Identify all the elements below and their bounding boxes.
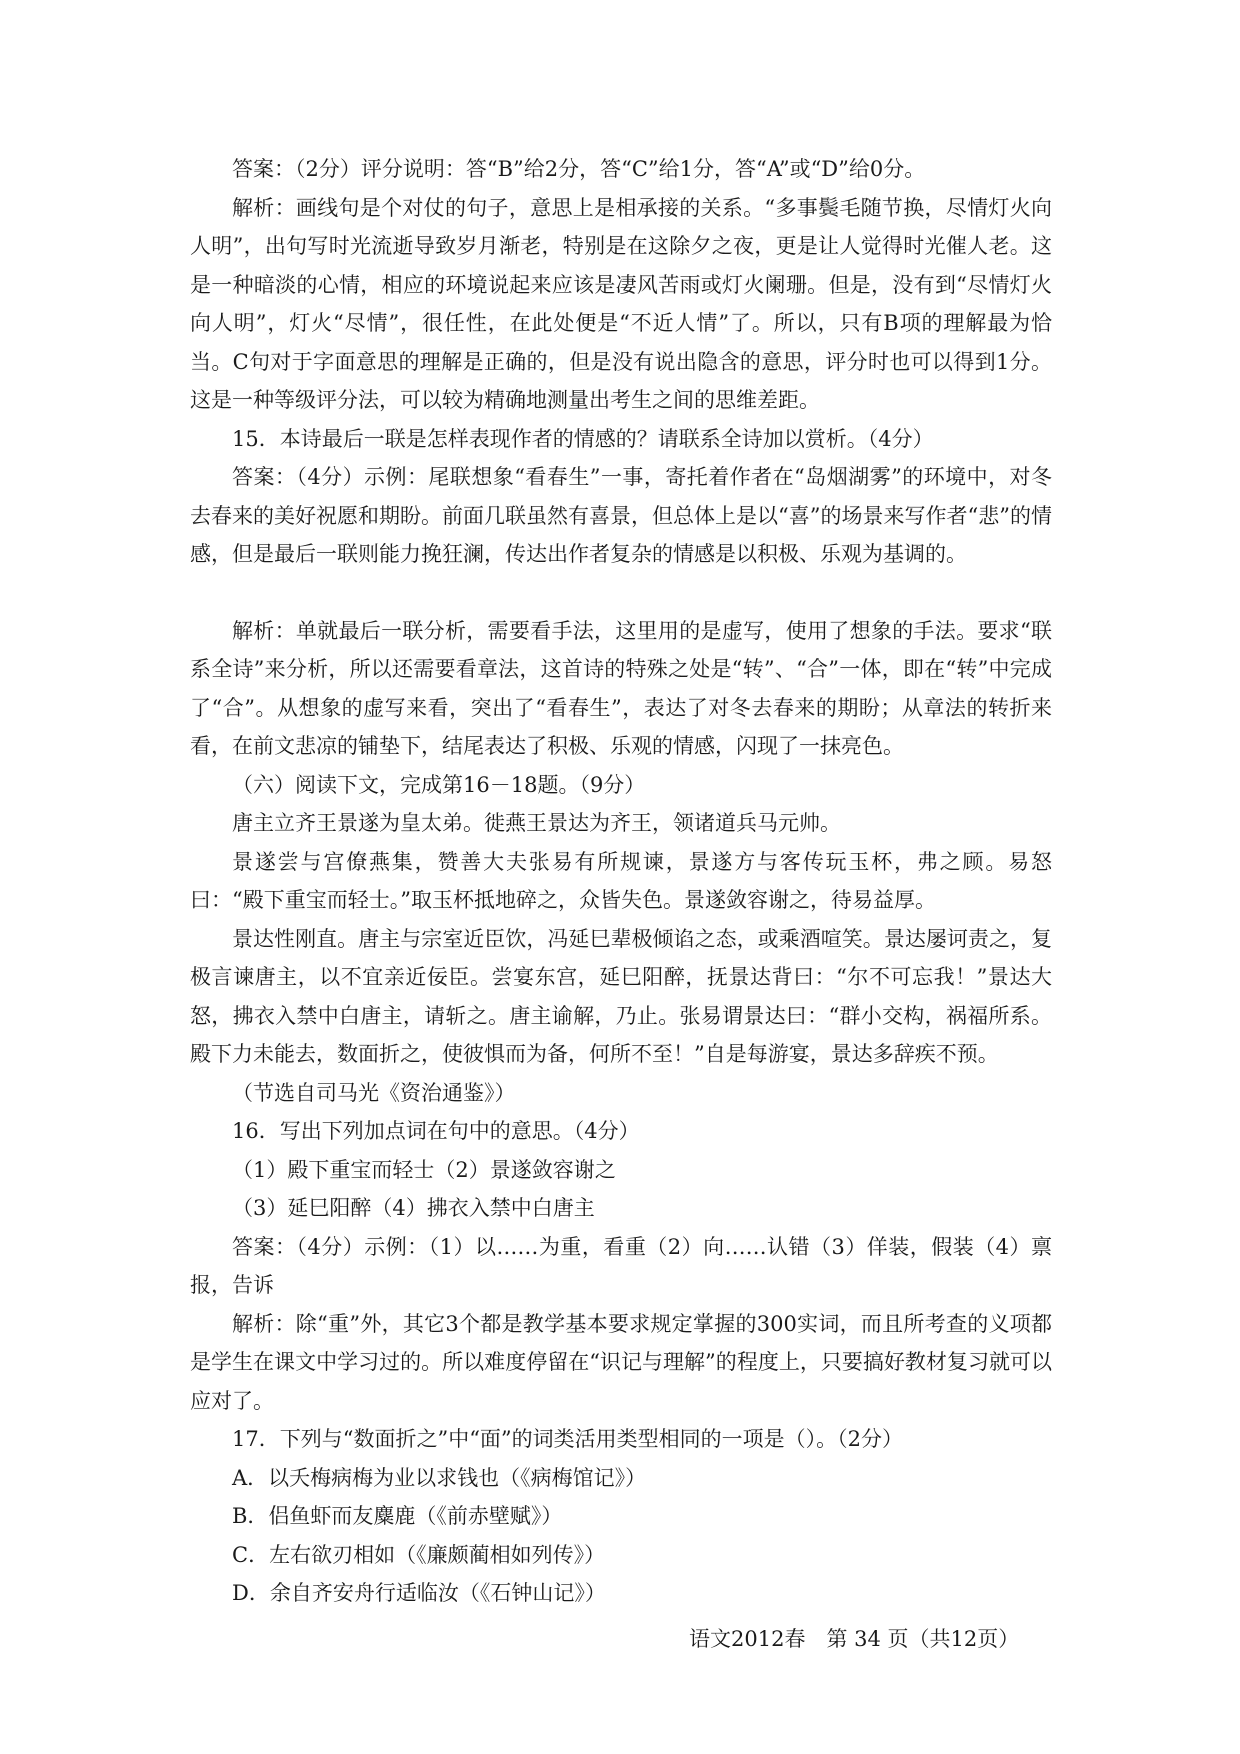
page-footer: 语文2012春 第 34 页（共12页） (689, 1627, 1020, 1651)
question-16: 16．写出下列加点词在句中的意思。（4分） (232, 1119, 640, 1143)
option-d: D．余自齐安舟行适临汝（《石钟山记》） (232, 1581, 606, 1605)
blank-gap (190, 574, 1052, 612)
analysis-paragraph: 解析：除“重”外，其它3个都是教学基本要求规定掌握的300实词，而且所考查的义项都是学生在课文中学习过的。所以难度停留在“识记与理解”的程度上，只要搞好教材复习就可以应对了。 (190, 1311, 1052, 1413)
question-item: （1）殿下重宝而轻士（2）景遂敛容谢之 (232, 1157, 616, 1182)
section-heading: （六）阅读下文，完成第16－18题。（9分） (232, 772, 646, 797)
answer-paragraph: 答案：（2分）评分说明：答“B”给2分，答“C”给1分，答“A”或“D”给0分。 (232, 157, 926, 181)
analysis-paragraph: 解析：画线句是个对仗的句子，意思上是相承接的关系。“多事鬓毛随节换，尽情灯火向人明”，出句写时光流逝导致岁月渐老，特别是在这除夕之夜，更是让人觉得时光催人老。这是一种暗淡的心情，相应的环境说起来应该是凄风苦雨或灯火阑珊。但是，没有到“尽情灯火向人明”，灯火“尽情”，很任性，在此处便是“不近人情”了。所以，只有B项的理解最为恰当。C句对于字面意思的理解是正确的，但是没有说出隐含的意思，评分时也可以得到1分。这是一种等级评分法，可以较为精确地测量出考生之间的思维差距。 (190, 195, 1052, 412)
document-body (190, 150, 1052, 1613)
option-a: A．以夭梅病梅为业以求钱也（《病梅馆记》） (232, 1465, 647, 1490)
answer-paragraph: 答案：（4分）示例：尾联想象“看春生”一事，寄托着作者在“岛烟湖雾”的环境中，对冬去春来的美好祝愿和期盼。前面几联虽然有喜景，但总体上是以“喜”的场景来写作者“悲”的情感，但是最后一联则能力挽狂澜，传达出作者复杂的情感是以积极、乐观为基调的。 (190, 465, 1052, 566)
passage-source: （节选自司马光《资治通鉴》） (232, 1080, 516, 1105)
answer-paragraph: 答案：（4分）示例：（1）以……为重，看重（2）向……认错（3）佯装，假装（4）禀报，告诉 (190, 1234, 1052, 1297)
question-15: 15．本诗最后一联是怎样表现作者的情感的？请联系全诗加以赏析。（4分） (232, 426, 934, 451)
question-17: 17．下列与“数面折之”中“面”的词类活用类型相同的一项是（）。（2分） (232, 1427, 904, 1451)
option-c: C．左右欲刃相如（《廉颇蔺相如列传》） (232, 1542, 606, 1567)
passage-paragraph: 景遂尝与宫僚燕集，赞善大夫张易有所规谏，景遂方与客传玩玉杯，弗之顾。易怒曰：“殿下重宝而轻士。”取玉杯抵地碎之，众皆失色。景遂敛容谢之，待易益厚。 (190, 849, 1052, 912)
question-item: （3）延巳阳醉（4）拂衣入禁中白唐主 (232, 1196, 595, 1220)
analysis-paragraph: 解析：单就最后一联分析，需要看手法，这里用的是虚写，使用了想象的手法。要求“联系全诗”来分析，所以还需要看章法，这首诗的特殊之处是“转”、“合”一体，即在“转”中完成了“合”。从想象的虚写来看，突出了“看春生”，表达了对冬去春来的期盼；从章法的转折来看，在前文悲凉的铺垫下，结尾表达了积极、乐观的情感，闪现了一抹亮色。 (190, 618, 1052, 758)
option-b: B．侣鱼虾而友麋鹿（《前赤壁赋》） (232, 1504, 563, 1528)
passage-paragraph: 景达性刚直。唐主与宗室近臣饮，冯延巳辈极倾谄之态，或乘酒喧笑。景达屡诃责之，复极言谏唐主，以不宜亲近佞臣。尝宴东宫，延巳阳醉，抚景达背曰：“尔不可忘我！”景达大怒，拂衣入禁中白唐主，请斩之。唐主谕解，乃止。张易谓景达曰：“群小交构，祸福所系。殿下力未能去，数面折之，使彼惧而为备，何所不至！”自是每游宴，景达多辞疾不预。 (190, 926, 1052, 1066)
passage-paragraph: 唐主立齐王景遂为皇太弟。徙燕王景达为齐王，领诸道兵马元帅。 (232, 811, 841, 835)
